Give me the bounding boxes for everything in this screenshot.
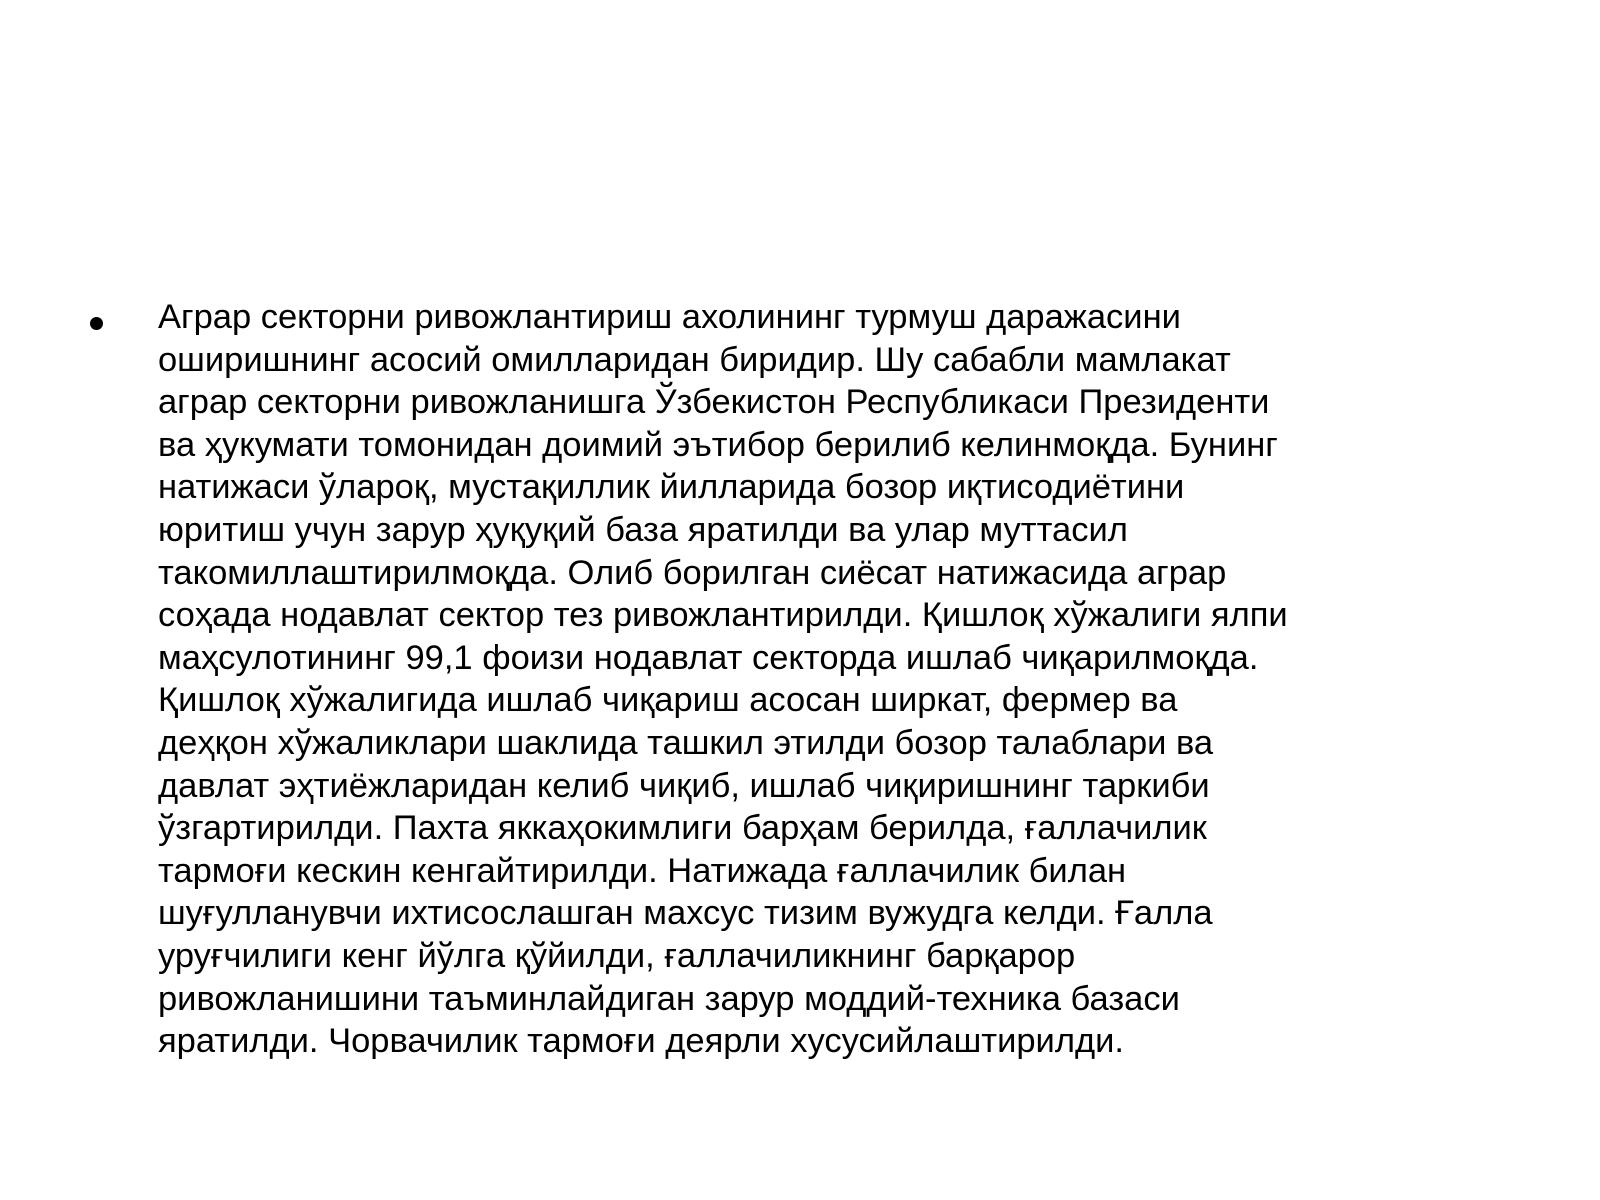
- bullet-text: Аграр секторни ривожлантириш ахолининг турмуш даражасини оширишнинг асосий омилларидан биридир. Шу сабабли мамлакат аграр секторни ривожланишга Ўзбекистон Республикаси Президенти ва ҳукумати томонидан доимий эътибор берилиб келинмоқда. Бунинг натижаси ўлароқ, мустақиллик йилларида бозор иқтисодиётини юритиш учун зарур ҳуқуқий база яратилди ва улар муттасил такомиллаштирилмоқда. Олиб борилган сиёсат натижасида аграр соҳада нодавлат сектор тез ривожлантирилди. Қишлоқ хўжалиги ялпи маҳсулотининг 99,1 фоизи нодавлат секторда ишлаб чиқарилмоқда. Қишлоқ хўжалигида ишлаб чиқариш асосан ширкат, фермер ва деҳқон хўжаликлари шаклида ташкил этилди бозор талаблари ва давлат эҳтиёжларидан келиб чиқиб, ишлаб чиқиришнинг таркиби ўзгартирилди. Пахта яккаҳокимлиги барҳам берилда, ғаллачилик тармоғи кескин кенгайтирилди. Натижада ғаллачилик билан шуғулланувчи ихтисослашган махсус тизим вужудга келди. Ғалла уруғчилиги кенг йўлга қўйилди, ғаллачиликнинг барқарор ривожланишини таъминлайдиган зарур моддий-техника базаси яратилди. Чорвачилик тармоғи деярли хусусийлаштирилди.: [158, 298, 1288, 1061]
- bullet-marker-icon: [90, 317, 103, 330]
- bullet-item: [90, 296, 1530, 1063]
- slide-content: [90, 296, 1530, 1063]
